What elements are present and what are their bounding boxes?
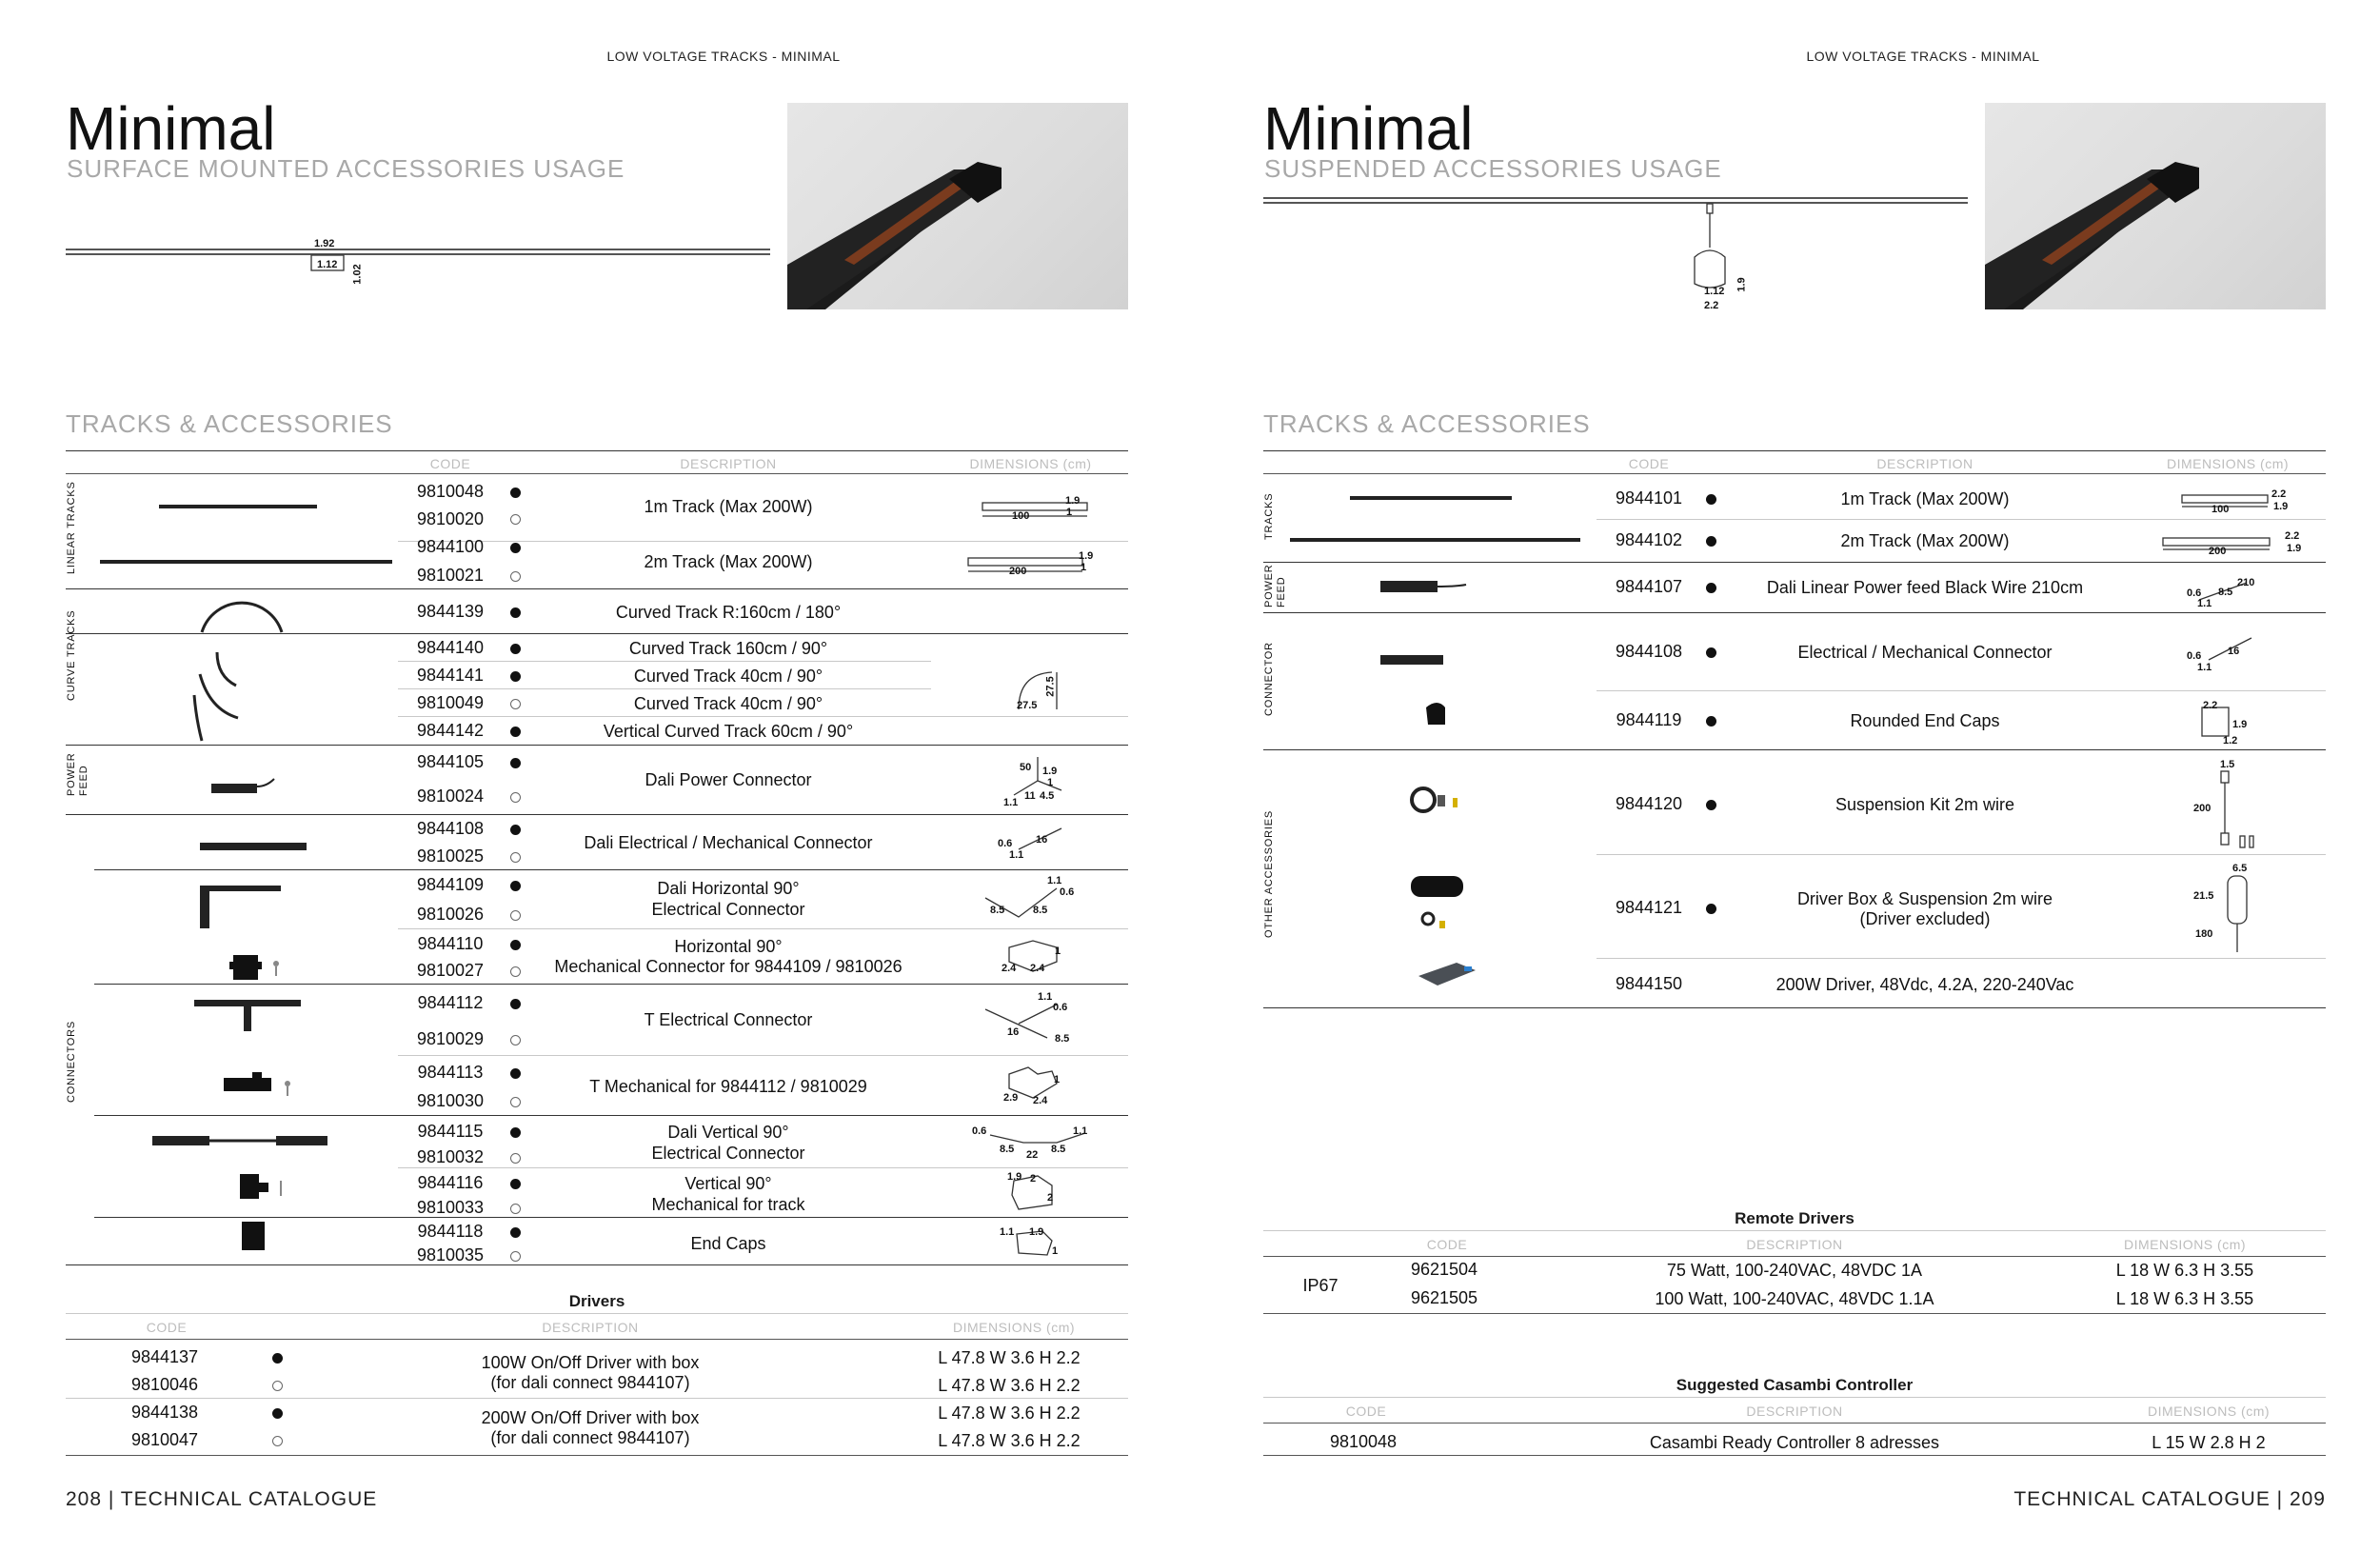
availability-dot [510,825,521,835]
product-description: Curved Track 40cm / 90° [633,694,823,713]
product-code: 9844118 [417,1222,484,1241]
dim-label: 0.6 [972,1125,987,1137]
group-label-linear: LINEAR TRACKS [66,481,77,574]
dim-label: 2.4 [1033,1095,1048,1106]
dim-label: 200 [2193,803,2211,814]
suspended-profile-drawing [1263,190,1968,314]
dim-label: 180 [2195,928,2213,940]
product-code: 9810025 [416,846,485,866]
product-code: 9844141 [416,666,485,685]
sep [398,928,1128,929]
availability-dot [510,1251,521,1262]
dim-label: 11 [1024,790,1036,802]
dim-label: 1.9 [1007,1171,1022,1183]
drivers-col-code: CODE [146,1320,188,1335]
dim-drawing [2218,866,2266,957]
suspended-track-photo [1985,103,2326,309]
availability-dot [1706,647,1716,658]
dim-label: 1 [1047,777,1054,788]
left-col-description: DESCRIPTION [680,456,777,471]
casambi-col-code: CODE [1345,1404,1387,1419]
product-code: 9844139 [416,602,485,621]
availability-dot [510,644,521,654]
dim-label: 1.9 [1029,1226,1044,1238]
driver-dimensions: L 47.8 W 3.6 H 2.2 [938,1376,1081,1395]
dim-label: 21.5 [2193,890,2214,902]
dim-label: 1.1 [1073,1125,1088,1137]
dim-label: 8.5 [990,905,1005,916]
dim-label: 200 [2209,546,2227,557]
dim-label: 1.1 [1003,797,1019,808]
product-description: Dali Vertical 90° [667,1123,789,1142]
availability-dot [510,699,521,709]
driver-code: 9844137 [130,1347,199,1366]
availability-dot [510,671,521,682]
availability-dot [510,758,521,768]
left-page-subtitle: SURFACE MOUNTED ACCESSORIES USAGE [67,154,625,183]
remote-driver-description: 100 Watt, 100-240VAC, 48VDC 1.1A [1655,1289,1934,1308]
dim-label: 4.5 [1040,790,1055,802]
product-code: 9844112 [417,993,484,1012]
dim-label: 2.4 [1002,963,1017,974]
dim-label: 200 [1009,566,1027,577]
availability-dot [510,881,521,891]
availability-dot [1706,904,1716,914]
remote-header-rule [1263,1256,2326,1257]
product-description: Dali Linear Power feed Black Wire 210cm [1766,578,2084,597]
group-label-other: OTHER ACCESSORIES [1263,809,1275,938]
availability-dot [510,1097,521,1107]
driver-description: (for dali connect 9844107) [490,1428,690,1447]
dim-label: 8.5 [2218,587,2233,598]
remote-col-description: DESCRIPTION [1746,1237,1843,1252]
right-col-dimensions: DIMENSIONS (cm) [2166,456,2290,471]
sep [66,1398,1128,1399]
dim-label: 16 [2228,646,2240,657]
right-col-code: CODE [1628,456,1670,471]
dim-label: 1.2 [2223,735,2238,747]
product-code: 9844121 [1615,898,1683,917]
dim-label: 2.9 [1003,1092,1019,1104]
product-description: Horizontal 90° [674,937,783,956]
product-code: 9844115 [417,1122,484,1141]
profile-inner-dim: 1.12 [1704,286,1725,297]
dim-label: 0.6 [1053,1002,1068,1013]
product-description: Dali Power Connector [645,770,812,789]
product-description: Dali Electrical / Mechanical Connector [584,833,873,852]
dim-label: 8.5 [1033,905,1048,916]
right-table-bottom-rule [1263,1007,2326,1008]
availability-dot [510,1204,521,1214]
right-running-header: LOW VOLTAGE TRACKS - MINIMAL [1806,49,2040,64]
availability-dot [510,792,521,803]
availability-dot [510,1068,521,1079]
sep [1597,958,2326,959]
product-code: 9844100 [416,537,485,556]
sep [1597,854,2326,855]
group-label-curve: CURVE TRACKS [66,609,77,701]
product-code: 9810020 [416,509,485,528]
availability-dot [1706,583,1716,593]
product-code: 9810049 [416,693,485,712]
dim-label: 1 [1054,1074,1061,1085]
dim-label: 1.9 [2287,543,2302,554]
driver-dimensions: L 47.8 W 3.6 H 2.2 [938,1404,1081,1423]
dim-label: 100 [2211,504,2230,515]
availability-dot [510,999,521,1009]
driver-code: 9810047 [130,1430,199,1449]
product-description: End Caps [690,1234,766,1253]
product-code: 9810024 [416,786,485,806]
product-code: 9844120 [1615,794,1683,813]
availability-dot [272,1436,283,1446]
product-description: 1m Track (Max 200W) [1840,489,2010,508]
driver-description: (for dali connect 9844107) [490,1373,690,1392]
remote-top-rule [1263,1230,2326,1231]
right-table-top-rule [1263,450,2326,451]
remote-col-dimensions: DIMENSIONS (cm) [2123,1237,2247,1252]
product-code: 9844140 [416,638,485,657]
group-label-power: POWER FEED [66,752,89,796]
left-page-title: Minimal [66,94,276,163]
dim-label: 8.5 [1051,1144,1066,1155]
product-code: 9810035 [416,1245,485,1264]
casambi-top-rule [1263,1397,2326,1398]
product-description: Suspension Kit 2m wire [1835,795,2015,814]
profile-height-dim: 1.02 [351,264,364,285]
connector-images-left [114,876,381,1266]
dim-label: 8.5 [1000,1144,1015,1155]
product-code: 9810030 [416,1091,485,1110]
dim-label: 6.5 [2232,863,2248,874]
dim-drawing [981,874,1085,926]
dim-label: 1 [1066,507,1073,518]
dim-drawing [981,495,1104,533]
dim-label: 16 [1007,1026,1020,1038]
sep [398,716,1128,717]
drivers-header-rule [66,1339,1128,1340]
remote-bottom-rule [1263,1313,2326,1314]
product-description: T Mechanical for 9844112 / 9810029 [589,1077,867,1096]
dim-label: 1.1 [1009,849,1024,861]
drivers-bottom-rule [66,1455,1128,1456]
left-col-code: CODE [429,456,471,471]
group-label-connector: CONNECTOR [1263,642,1275,716]
casambi-dimensions: L 15 W 2.8 H 2 [2152,1433,2266,1452]
remote-driver-dimensions: L 18 W 6.3 H 3.55 [2115,1261,2254,1280]
surface-mount-profile-drawing [66,238,770,276]
dim-label: 2.2 [2203,700,2218,711]
right-page-subtitle: SUSPENDED ACCESSORIES USAGE [1264,154,1722,183]
remote-driver-code: 9621504 [1410,1260,1478,1279]
casambi-description: Casambi Ready Controller 8 adresses [1649,1433,1940,1452]
dim-label: 1.9 [1042,766,1058,777]
group-label-power: POWER FEED [1263,564,1287,607]
driver-code: 9810046 [130,1375,199,1394]
availability-dot [510,852,521,863]
dim-label: 50 [1020,762,1032,773]
dim-label: 0.6 [2187,650,2202,662]
product-description: Mechanical Connector for 9844109 / 9810026 [554,957,902,976]
product-code: 9844105 [416,752,485,771]
product-description: (Driver excluded) [1859,909,1991,928]
availability-dot [1706,800,1716,810]
driver-description: 100W On/Off Driver with box [481,1353,700,1372]
left-table-top-rule [66,450,1128,451]
product-description: Vertical 90° [684,1174,772,1193]
availability-dot [510,571,521,582]
dim-label: 1.5 [2220,759,2235,770]
dim-label: 1.9 [2273,501,2289,512]
product-description: T Electrical Connector [644,1010,813,1029]
driver-description: 200W On/Off Driver with box [481,1408,700,1427]
casambi-title: Suggested Casambi Controller [1676,1376,1914,1394]
dim-label: 16 [1036,834,1048,846]
profile-height-dim: 1.9 [1735,277,1748,292]
dim-label: 2 [1047,1192,1054,1204]
right-page-title: Minimal [1263,94,1474,163]
availability-dot [272,1408,283,1419]
product-images-left [95,495,400,876]
sep [398,661,931,662]
availability-dot [272,1381,283,1391]
product-code: 9810021 [416,566,485,585]
availability-dot [510,1153,521,1164]
dim-label: 22 [1026,1149,1039,1161]
dim-label: 2.2 [2285,530,2300,542]
product-code: 9810033 [416,1198,485,1217]
casambi-header-rule [1263,1423,2326,1424]
availability-dot [510,1127,521,1138]
product-code: 9844108 [1615,642,1683,661]
product-description: Dali Horizontal 90° [657,879,800,898]
product-description: Curved Track R:160cm / 180° [615,603,842,622]
dim-label: 1.9 [2232,719,2248,730]
sep [398,1167,1128,1168]
driver-code: 9844138 [130,1403,199,1422]
sep [398,1055,1128,1056]
product-code: 9810048 [416,482,485,501]
product-code: 9844150 [1615,974,1683,993]
dim-label: 27.5 [1017,700,1038,711]
dim-label: 0.6 [2187,587,2202,599]
product-code: 9844108 [416,819,485,838]
right-footer: TECHNICAL CATALOGUE | 209 [2013,1488,2326,1510]
product-description: Electrical Connector [651,1144,805,1163]
surface-track-photo [787,103,1128,309]
remote-drivers-title: Remote Drivers [1735,1209,1854,1227]
casambi-code: 9810048 [1329,1432,1398,1451]
remote-driver-code: 9621505 [1410,1288,1478,1307]
product-code: 9844107 [1615,577,1683,596]
availability-dot [510,607,521,618]
dim-label: 1 [1055,946,1061,957]
casambi-col-dimensions: DIMENSIONS (cm) [2147,1404,2271,1419]
product-description: 1m Track (Max 200W) [644,497,813,516]
product-code: 9844119 [1616,710,1682,729]
dim-label: 210 [2237,577,2255,588]
casambi-bottom-rule [1263,1455,2326,1456]
product-code: 9844110 [417,934,484,953]
product-description: Vertical Curved Track 60cm / 90° [603,722,854,741]
dim-label: 2.2 [2271,488,2287,500]
group-label-connectors: CONNECTORS [66,1020,77,1103]
product-code: 9810027 [416,961,485,980]
product-code: 9844109 [416,875,485,894]
left-running-header: LOW VOLTAGE TRACKS - MINIMAL [606,49,841,64]
dim-label: 1.1 [1038,991,1053,1003]
left-col-dimensions: DIMENSIONS (cm) [969,456,1092,471]
dim-label: 100 [1012,510,1030,522]
drivers-top-rule [66,1313,1128,1314]
product-code: 9844113 [417,1063,484,1082]
availability-dot [510,543,521,553]
product-description: Electrical / Mechanical Connector [1797,643,2053,662]
right-col-description: DESCRIPTION [1876,456,1973,471]
drivers-col-dimensions: DIMENSIONS (cm) [952,1320,1076,1335]
left-header-rule [66,473,1128,474]
profile-inner-dim: 1.12 [317,259,338,270]
availability-dot [510,488,521,498]
product-code: 9844101 [1615,488,1683,508]
product-description: Mechanical for track [651,1195,805,1214]
profile-width-dim: 2.2 [1704,300,1719,311]
product-code: 9844116 [417,1173,484,1192]
availability-dot [510,1179,521,1189]
product-code: 9844142 [416,721,485,740]
sep [398,541,1128,542]
dim-drawing [1004,747,1071,805]
dim-label: 1.1 [2197,598,2212,609]
sep [1597,519,2326,520]
product-description: Curved Track 160cm / 90° [628,639,828,658]
availability-dot [510,727,521,737]
sep [398,688,931,689]
availability-dot [510,1227,521,1238]
dim-label: 1.1 [1000,1226,1015,1238]
product-images-right [1285,481,1590,1005]
dim-drawing [981,990,1085,1047]
dim-label: 1.9 [1079,550,1094,562]
product-description: Electrical Connector [651,900,805,919]
product-description: Rounded End Caps [1850,711,2000,730]
product-description: 200W Driver, 48Vdc, 4.2A, 220-240Vac [1775,975,2074,994]
dim-label: 2.4 [1030,963,1045,974]
dim-label: 1.9 [1065,495,1081,507]
right-header-rule [1263,473,2326,474]
availability-dot [1706,536,1716,547]
remote-col-code: CODE [1426,1237,1468,1252]
availability-dot [510,514,521,525]
remote-driver-dimensions: L 18 W 6.3 H 3.55 [2115,1289,2254,1308]
drivers-col-description: DESCRIPTION [542,1320,639,1335]
left-footer: 208 | TECHNICAL CATALOGUE [66,1488,378,1510]
dim-drawing [966,552,1090,590]
product-description: Driver Box & Suspension 2m wire [1796,889,2053,908]
right-section-title: TRACKS & ACCESSORIES [1263,409,1591,438]
dim-label: 0.6 [998,838,1013,849]
product-code: 9844102 [1615,530,1683,549]
dim-label: 8.5 [1055,1033,1070,1045]
dim-label: 0.6 [1060,886,1075,898]
availability-dot [510,910,521,921]
availability-dot [1706,494,1716,505]
dim-label: 1.1 [2197,662,2212,673]
product-description: 2m Track (Max 200W) [1840,531,2010,550]
product-code: 9810032 [416,1147,485,1166]
dim-drawing [2213,762,2261,852]
profile-width-dim: 1.92 [314,238,335,249]
group-label-tracks: TRACKS [1263,492,1275,540]
product-code: 9810026 [416,905,485,924]
dim-label: 1 [1052,1245,1059,1257]
availability-dot [510,1035,521,1045]
ip-rating: IP67 [1302,1276,1339,1295]
product-description: Curved Track 40cm / 90° [633,667,823,686]
dim-label: 27.5 [1044,676,1057,697]
dim-label: 1.1 [1047,875,1062,886]
product-code: 9810029 [416,1029,485,1048]
driver-dimensions: L 47.8 W 3.6 H 2.2 [938,1431,1081,1450]
dim-label: 2 [1030,1173,1037,1185]
availability-dot [272,1353,283,1364]
availability-dot [1706,716,1716,727]
product-description: 2m Track (Max 200W) [644,552,813,571]
driver-dimensions: L 47.8 W 3.6 H 2.2 [938,1348,1081,1367]
dim-label: 1 [1081,562,1087,573]
sep [1597,690,2326,691]
casambi-col-description: DESCRIPTION [1746,1404,1843,1419]
drivers-title: Drivers [568,1292,625,1310]
remote-driver-description: 75 Watt, 100-240VAC, 48VDC 1A [1666,1261,1923,1280]
left-section-title: TRACKS & ACCESSORIES [66,409,393,438]
